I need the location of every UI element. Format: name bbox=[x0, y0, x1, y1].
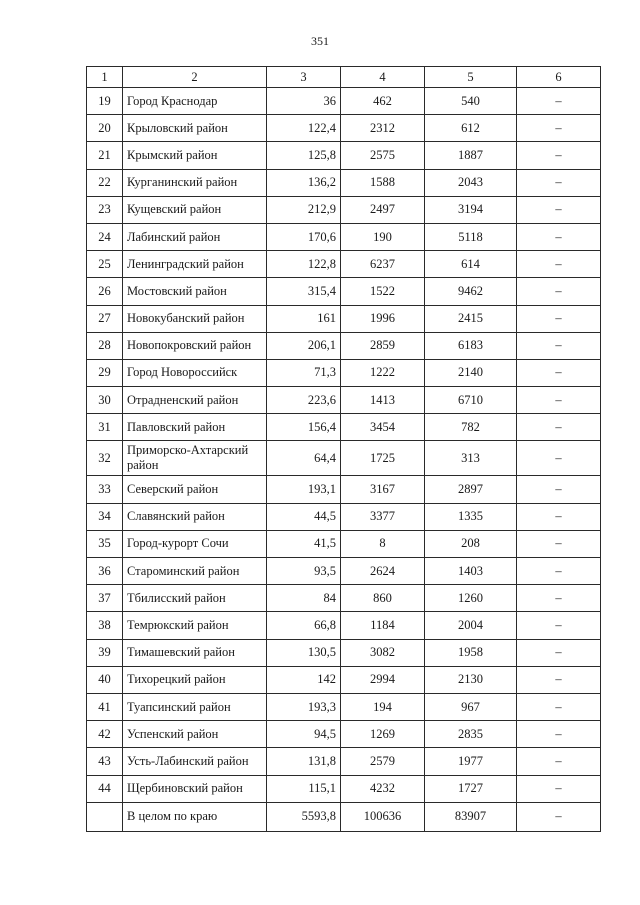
column-5-value: 967 bbox=[425, 693, 517, 720]
column-3-value: 161 bbox=[267, 305, 341, 332]
column-4-value: 2994 bbox=[341, 666, 425, 693]
column-4-value: 190 bbox=[341, 223, 425, 250]
table-row bbox=[87, 305, 601, 332]
column-3-value: 64,4 bbox=[267, 441, 341, 476]
column-3-value: 5593,8 bbox=[267, 802, 341, 831]
row-number: 31 bbox=[87, 414, 123, 441]
column-4-value: 1725 bbox=[341, 441, 425, 476]
region-name: Староминский район bbox=[123, 558, 267, 585]
row-number: 28 bbox=[87, 332, 123, 359]
column-6-value: – bbox=[517, 88, 601, 115]
row-number: 37 bbox=[87, 585, 123, 612]
column-5-value: 614 bbox=[425, 251, 517, 278]
row-number: 22 bbox=[87, 169, 123, 196]
column-5-value: 1403 bbox=[425, 558, 517, 585]
column-6-value: – bbox=[517, 359, 601, 386]
table-row bbox=[87, 558, 601, 585]
column-6-value: – bbox=[517, 748, 601, 775]
row-number: 23 bbox=[87, 196, 123, 223]
column-3-value: 36 bbox=[267, 88, 341, 115]
column-header: 5 bbox=[425, 67, 517, 88]
column-6-value: – bbox=[517, 558, 601, 585]
row-number: 19 bbox=[87, 88, 123, 115]
column-4-value: 8 bbox=[341, 530, 425, 557]
column-4-value: 1588 bbox=[341, 169, 425, 196]
table-row bbox=[87, 142, 601, 169]
column-4-value: 1522 bbox=[341, 278, 425, 305]
column-3-value: 93,5 bbox=[267, 558, 341, 585]
column-6-value: – bbox=[517, 612, 601, 639]
column-6-value: – bbox=[517, 196, 601, 223]
region-name: Северский район bbox=[123, 476, 267, 503]
column-5-value: 2004 bbox=[425, 612, 517, 639]
column-3-value: 315,4 bbox=[267, 278, 341, 305]
row-number: 25 bbox=[87, 251, 123, 278]
column-6-value: – bbox=[517, 476, 601, 503]
column-3-value: 44,5 bbox=[267, 503, 341, 530]
column-3-value: 206,1 bbox=[267, 332, 341, 359]
table-row bbox=[87, 414, 601, 441]
column-5-value: 2140 bbox=[425, 359, 517, 386]
region-name: Приморско-Ахтарский район bbox=[123, 441, 267, 476]
column-5-value: 6183 bbox=[425, 332, 517, 359]
column-6-value: – bbox=[517, 115, 601, 142]
column-6-value: – bbox=[517, 666, 601, 693]
column-5-value: 1727 bbox=[425, 775, 517, 802]
column-5-value: 1977 bbox=[425, 748, 517, 775]
table-total-row bbox=[87, 802, 601, 831]
table-row bbox=[87, 748, 601, 775]
column-5-value: 1260 bbox=[425, 585, 517, 612]
region-name: Тимашевский район bbox=[123, 639, 267, 666]
column-6-value: – bbox=[517, 775, 601, 802]
row-number: 38 bbox=[87, 612, 123, 639]
column-header: 1 bbox=[87, 67, 123, 88]
region-name: Крымский район bbox=[123, 142, 267, 169]
column-5-value: 2043 bbox=[425, 169, 517, 196]
column-4-value: 462 bbox=[341, 88, 425, 115]
column-3-value: 212,9 bbox=[267, 196, 341, 223]
column-3-value: 130,5 bbox=[267, 639, 341, 666]
column-4-value: 6237 bbox=[341, 251, 425, 278]
region-name: Успенский район bbox=[123, 721, 267, 748]
column-header: 6 bbox=[517, 67, 601, 88]
column-6-value: – bbox=[517, 441, 601, 476]
row-number: 26 bbox=[87, 278, 123, 305]
table-row bbox=[87, 441, 601, 476]
column-6-value: – bbox=[517, 414, 601, 441]
row-number: 29 bbox=[87, 359, 123, 386]
region-name: Город Краснодар bbox=[123, 88, 267, 115]
table-body bbox=[87, 88, 601, 832]
column-5-value: 313 bbox=[425, 441, 517, 476]
column-header: 2 bbox=[123, 67, 267, 88]
row-number: 27 bbox=[87, 305, 123, 332]
column-3-value: 71,3 bbox=[267, 359, 341, 386]
column-5-value: 1335 bbox=[425, 503, 517, 530]
region-name: Темрюкский район bbox=[123, 612, 267, 639]
column-6-value: – bbox=[517, 278, 601, 305]
row-number: 35 bbox=[87, 530, 123, 557]
column-4-value: 3167 bbox=[341, 476, 425, 503]
row-number bbox=[87, 802, 123, 831]
region-name: Курганинский район bbox=[123, 169, 267, 196]
region-name: Усть-Лабинский район bbox=[123, 748, 267, 775]
table-row bbox=[87, 387, 601, 414]
column-6-value: – bbox=[517, 251, 601, 278]
table-row bbox=[87, 693, 601, 720]
row-number: 40 bbox=[87, 666, 123, 693]
column-4-value: 2312 bbox=[341, 115, 425, 142]
region-name: Новопокровский район bbox=[123, 332, 267, 359]
column-header: 3 bbox=[267, 67, 341, 88]
row-number: 44 bbox=[87, 775, 123, 802]
column-5-value: 1887 bbox=[425, 142, 517, 169]
column-6-value: – bbox=[517, 639, 601, 666]
column-5-value: 2897 bbox=[425, 476, 517, 503]
column-4-value: 1184 bbox=[341, 612, 425, 639]
region-name: Тбилисский район bbox=[123, 585, 267, 612]
column-4-value: 2859 bbox=[341, 332, 425, 359]
page-number: 351 bbox=[311, 34, 329, 48]
column-4-value: 1269 bbox=[341, 721, 425, 748]
region-name: Крыловский район bbox=[123, 115, 267, 142]
column-6-value: – bbox=[517, 142, 601, 169]
table-row bbox=[87, 612, 601, 639]
row-number: 43 bbox=[87, 748, 123, 775]
table-row bbox=[87, 721, 601, 748]
column-header: 4 bbox=[341, 67, 425, 88]
column-3-value: 84 bbox=[267, 585, 341, 612]
column-3-value: 115,1 bbox=[267, 775, 341, 802]
column-3-value: 193,3 bbox=[267, 693, 341, 720]
column-5-value: 1958 bbox=[425, 639, 517, 666]
column-6-value: – bbox=[517, 387, 601, 414]
table-row bbox=[87, 775, 601, 802]
column-6-value: – bbox=[517, 223, 601, 250]
column-4-value: 1413 bbox=[341, 387, 425, 414]
column-5-value: 612 bbox=[425, 115, 517, 142]
table-header-row bbox=[87, 67, 601, 88]
row-number: 33 bbox=[87, 476, 123, 503]
row-number: 34 bbox=[87, 503, 123, 530]
row-number: 32 bbox=[87, 441, 123, 476]
region-name: Павловский район bbox=[123, 414, 267, 441]
table-row bbox=[87, 169, 601, 196]
column-3-value: 122,4 bbox=[267, 115, 341, 142]
row-number: 42 bbox=[87, 721, 123, 748]
column-4-value: 1222 bbox=[341, 359, 425, 386]
column-3-value: 170,6 bbox=[267, 223, 341, 250]
table-row bbox=[87, 223, 601, 250]
column-4-value: 3082 bbox=[341, 639, 425, 666]
column-5-value: 6710 bbox=[425, 387, 517, 414]
region-name: Лабинский район bbox=[123, 223, 267, 250]
column-3-value: 131,8 bbox=[267, 748, 341, 775]
column-4-value: 2624 bbox=[341, 558, 425, 585]
column-6-value: – bbox=[517, 693, 601, 720]
column-4-value: 3377 bbox=[341, 503, 425, 530]
table-row bbox=[87, 639, 601, 666]
data-table bbox=[86, 66, 601, 832]
column-4-value: 194 bbox=[341, 693, 425, 720]
table-row bbox=[87, 666, 601, 693]
column-5-value: 2130 bbox=[425, 666, 517, 693]
region-name: Тихорецкий район bbox=[123, 666, 267, 693]
column-5-value: 2835 bbox=[425, 721, 517, 748]
table-row bbox=[87, 251, 601, 278]
table-row bbox=[87, 585, 601, 612]
column-3-value: 142 bbox=[267, 666, 341, 693]
region-name: Щербиновский район bbox=[123, 775, 267, 802]
row-number: 24 bbox=[87, 223, 123, 250]
table-row bbox=[87, 503, 601, 530]
region-name: В целом по краю bbox=[123, 802, 267, 831]
column-3-value: 41,5 bbox=[267, 530, 341, 557]
column-4-value: 860 bbox=[341, 585, 425, 612]
column-5-value: 9462 bbox=[425, 278, 517, 305]
row-number: 21 bbox=[87, 142, 123, 169]
table-row bbox=[87, 196, 601, 223]
row-number: 20 bbox=[87, 115, 123, 142]
row-number: 39 bbox=[87, 639, 123, 666]
table-row bbox=[87, 88, 601, 115]
column-3-value: 122,8 bbox=[267, 251, 341, 278]
column-6-value: – bbox=[517, 530, 601, 557]
row-number: 36 bbox=[87, 558, 123, 585]
table-row bbox=[87, 332, 601, 359]
column-6-value: – bbox=[517, 332, 601, 359]
region-name: Мостовский район bbox=[123, 278, 267, 305]
column-4-value: 1996 bbox=[341, 305, 425, 332]
column-6-value: – bbox=[517, 721, 601, 748]
column-6-value: – bbox=[517, 802, 601, 831]
column-3-value: 94,5 bbox=[267, 721, 341, 748]
column-3-value: 156,4 bbox=[267, 414, 341, 441]
column-4-value: 3454 bbox=[341, 414, 425, 441]
table-row bbox=[87, 476, 601, 503]
column-6-value: – bbox=[517, 305, 601, 332]
row-number: 41 bbox=[87, 693, 123, 720]
column-5-value: 2415 bbox=[425, 305, 517, 332]
region-name: Отрадненский район bbox=[123, 387, 267, 414]
column-6-value: – bbox=[517, 503, 601, 530]
column-5-value: 3194 bbox=[425, 196, 517, 223]
row-number: 30 bbox=[87, 387, 123, 414]
table-row bbox=[87, 530, 601, 557]
table-row bbox=[87, 278, 601, 305]
region-name: Город-курорт Сочи bbox=[123, 530, 267, 557]
column-3-value: 66,8 bbox=[267, 612, 341, 639]
column-5-value: 5118 bbox=[425, 223, 517, 250]
column-5-value: 540 bbox=[425, 88, 517, 115]
column-3-value: 223,6 bbox=[267, 387, 341, 414]
column-6-value: – bbox=[517, 169, 601, 196]
column-4-value: 2579 bbox=[341, 748, 425, 775]
region-name: Туапсинский район bbox=[123, 693, 267, 720]
column-5-value: 208 bbox=[425, 530, 517, 557]
region-name: Кущевский район bbox=[123, 196, 267, 223]
region-name: Город Новороссийск bbox=[123, 359, 267, 386]
table-row bbox=[87, 115, 601, 142]
column-3-value: 125,8 bbox=[267, 142, 341, 169]
table-row bbox=[87, 359, 601, 386]
region-name: Ленинградский район bbox=[123, 251, 267, 278]
column-3-value: 193,1 bbox=[267, 476, 341, 503]
column-4-value: 100636 bbox=[341, 802, 425, 831]
column-5-value: 83907 bbox=[425, 802, 517, 831]
column-4-value: 2497 bbox=[341, 196, 425, 223]
column-4-value: 4232 bbox=[341, 775, 425, 802]
column-4-value: 2575 bbox=[341, 142, 425, 169]
region-name: Новокубанский район bbox=[123, 305, 267, 332]
region-name: Славянский район bbox=[123, 503, 267, 530]
column-3-value: 136,2 bbox=[267, 169, 341, 196]
column-6-value: – bbox=[517, 585, 601, 612]
column-5-value: 782 bbox=[425, 414, 517, 441]
